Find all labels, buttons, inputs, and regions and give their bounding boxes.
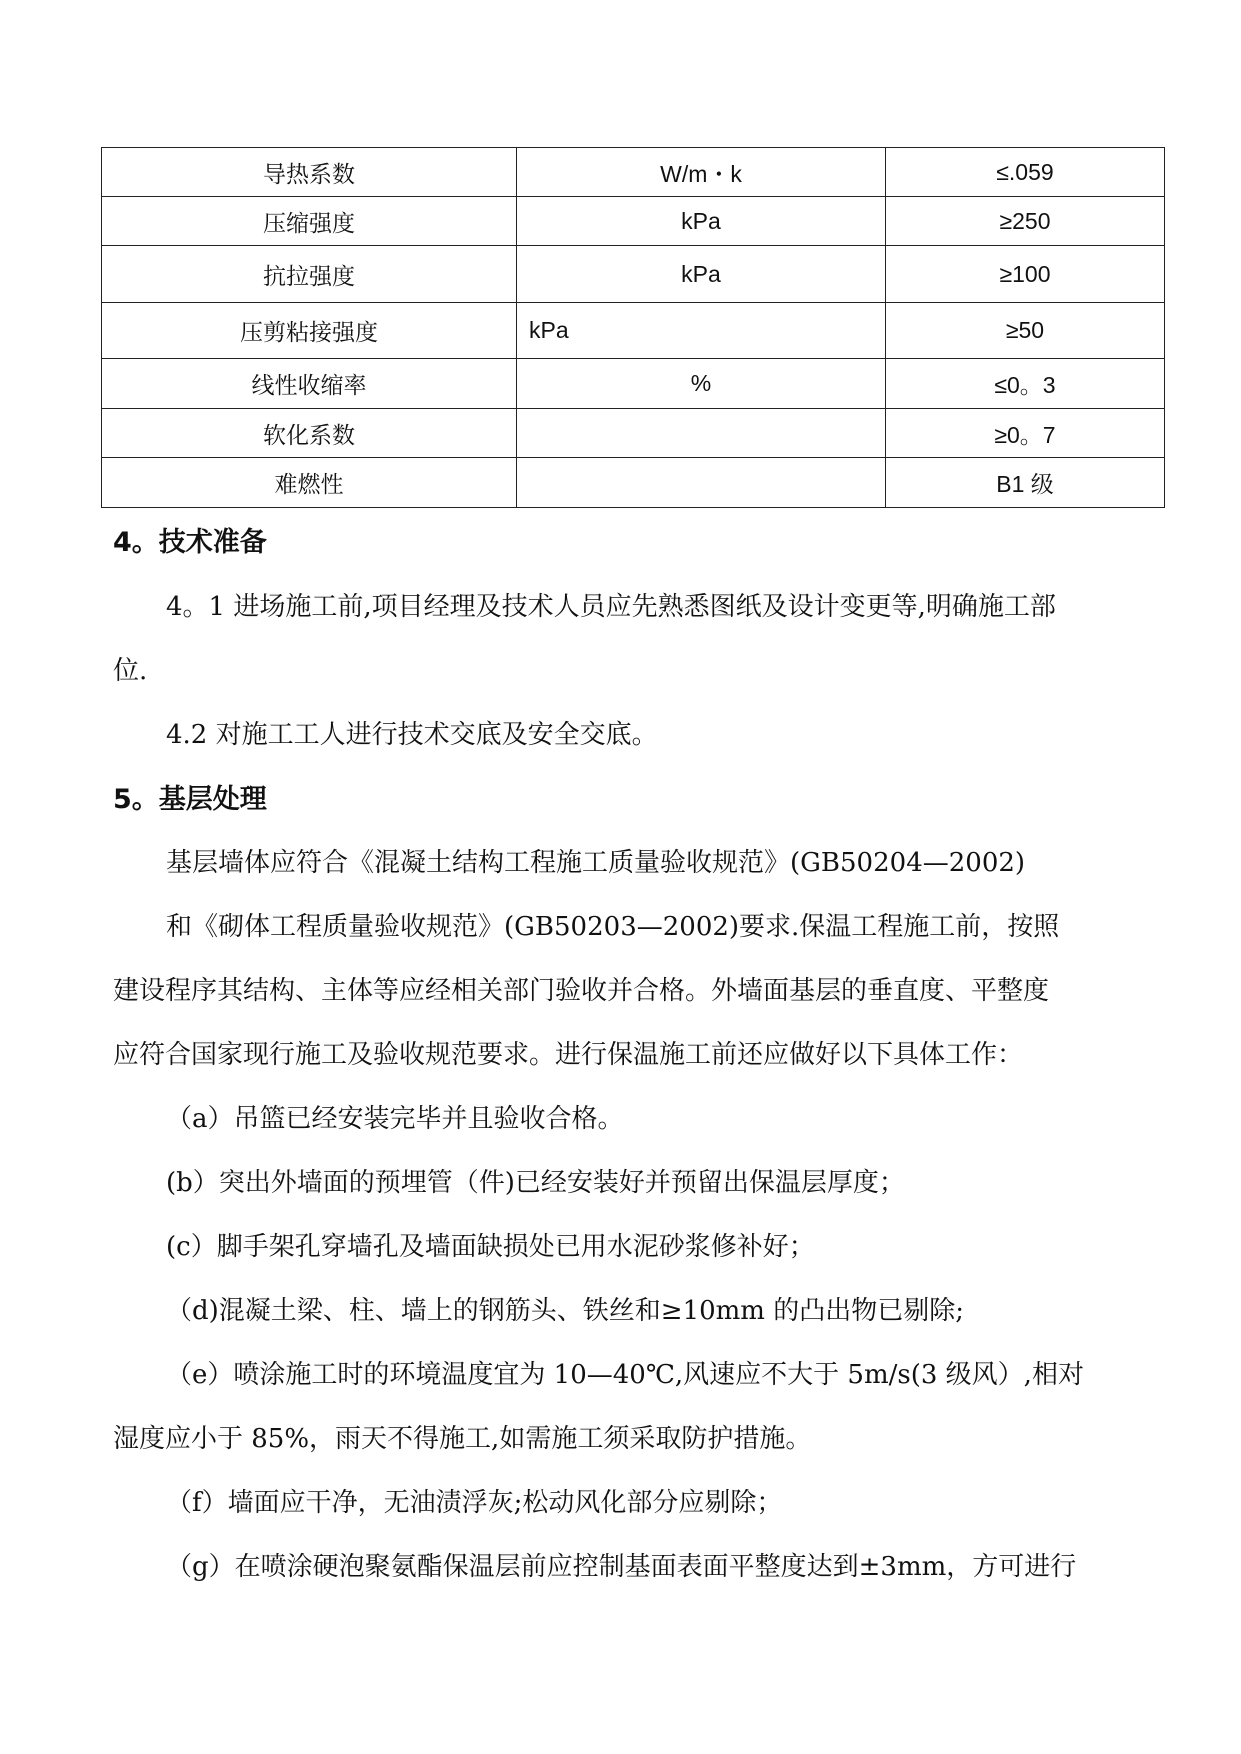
- list-item-g: （g）在喷涂硬泡聚氨酯保温层前应控制基面表面平整度达到±3mm，方可进行: [166, 1552, 1077, 1582]
- property-name: 抗拉强度: [102, 246, 517, 303]
- table-row: [102, 458, 1165, 508]
- table-row: [102, 303, 1165, 359]
- list-item-d: （d)混凝土梁、柱、墙上的钢筋头、铁丝和≥10mm 的凸出物已剔除;: [166, 1296, 964, 1326]
- section-5-heading: 5。基层处理: [113, 784, 267, 815]
- table-row: [102, 148, 1165, 197]
- section-4-paragraph-1-line-2: 位.: [113, 656, 148, 686]
- property-unit: [517, 458, 886, 508]
- property-unit: kPa: [517, 303, 886, 359]
- section-5-paragraph-2-line-2: 建设程序其结构、主体等应经相关部门验收并合格。外墙面基层的垂直度、平整度: [113, 976, 1050, 1006]
- property-unit: [517, 409, 886, 458]
- table-row: [102, 409, 1165, 458]
- property-name: 导热系数: [102, 148, 517, 197]
- list-item-e-line-2: 湿度应小于 85%，雨天不得施工,如需施工须采取防护措施。: [113, 1424, 812, 1454]
- property-name: 压剪粘接强度: [102, 303, 517, 359]
- section-4-paragraph-2: 4.2 对施工工人进行技术交底及安全交底。: [166, 720, 658, 750]
- section-4-paragraph-1-line-1: 4。1 进场施工前,项目经理及技术人员应先熟悉图纸及设计变更等,明确施工部: [166, 592, 1056, 622]
- property-name: 软化系数: [102, 409, 517, 458]
- property-value: ≤.059: [886, 148, 1165, 197]
- section-4-heading: 4。技术准备: [113, 527, 267, 558]
- list-item-b: (b）突出外墙面的预埋管（件)已经安装好并预留出保温层厚度；: [166, 1168, 905, 1198]
- table-row: [102, 197, 1165, 246]
- property-name: 压缩强度: [102, 197, 517, 246]
- table-row: [102, 359, 1165, 409]
- property-value: ≥50: [886, 303, 1165, 359]
- property-value: B1 级: [886, 458, 1165, 508]
- property-unit: W/m・k: [517, 148, 886, 197]
- property-name: 线性收缩率: [102, 359, 517, 409]
- section-5-paragraph-2-line-1: 和《砌体工程质量验收规范》(GB50203—2002)要求.保温工程施工前，按照: [166, 912, 1060, 942]
- properties-table: [101, 147, 1165, 508]
- list-item-e-line-1: （e）喷涂施工时的环境温度宜为 10—40℃,风速应不大于 5m/s(3 级风）,相对: [166, 1360, 1084, 1390]
- property-value: ≤0。3: [886, 359, 1165, 409]
- property-value: ≥100: [886, 246, 1165, 303]
- section-5-paragraph-1: 基层墙体应符合《混凝土结构工程施工质量验收规范》(GB50204—2002): [166, 848, 1026, 878]
- property-value: ≥0。7: [886, 409, 1165, 458]
- property-unit: kPa: [517, 246, 886, 303]
- list-item-f: （f）墙面应干净，无油渍浮灰;松动风化部分应剔除；: [166, 1488, 783, 1518]
- section-5-paragraph-2-line-3: 应符合国家现行施工及验收规范要求。进行保温施工前还应做好以下具体工作：: [113, 1040, 1024, 1070]
- property-unit: kPa: [517, 197, 886, 246]
- property-unit: %: [517, 359, 886, 409]
- list-item-a: （a）吊篮已经安装完毕并且验收合格。: [166, 1104, 624, 1134]
- list-item-c: (c）脚手架孔穿墙孔及墙面缺损处已用水泥砂浆修补好；: [166, 1232, 815, 1262]
- table-row: [102, 246, 1165, 303]
- property-name: 难燃性: [102, 458, 517, 508]
- property-value: ≥250: [886, 197, 1165, 246]
